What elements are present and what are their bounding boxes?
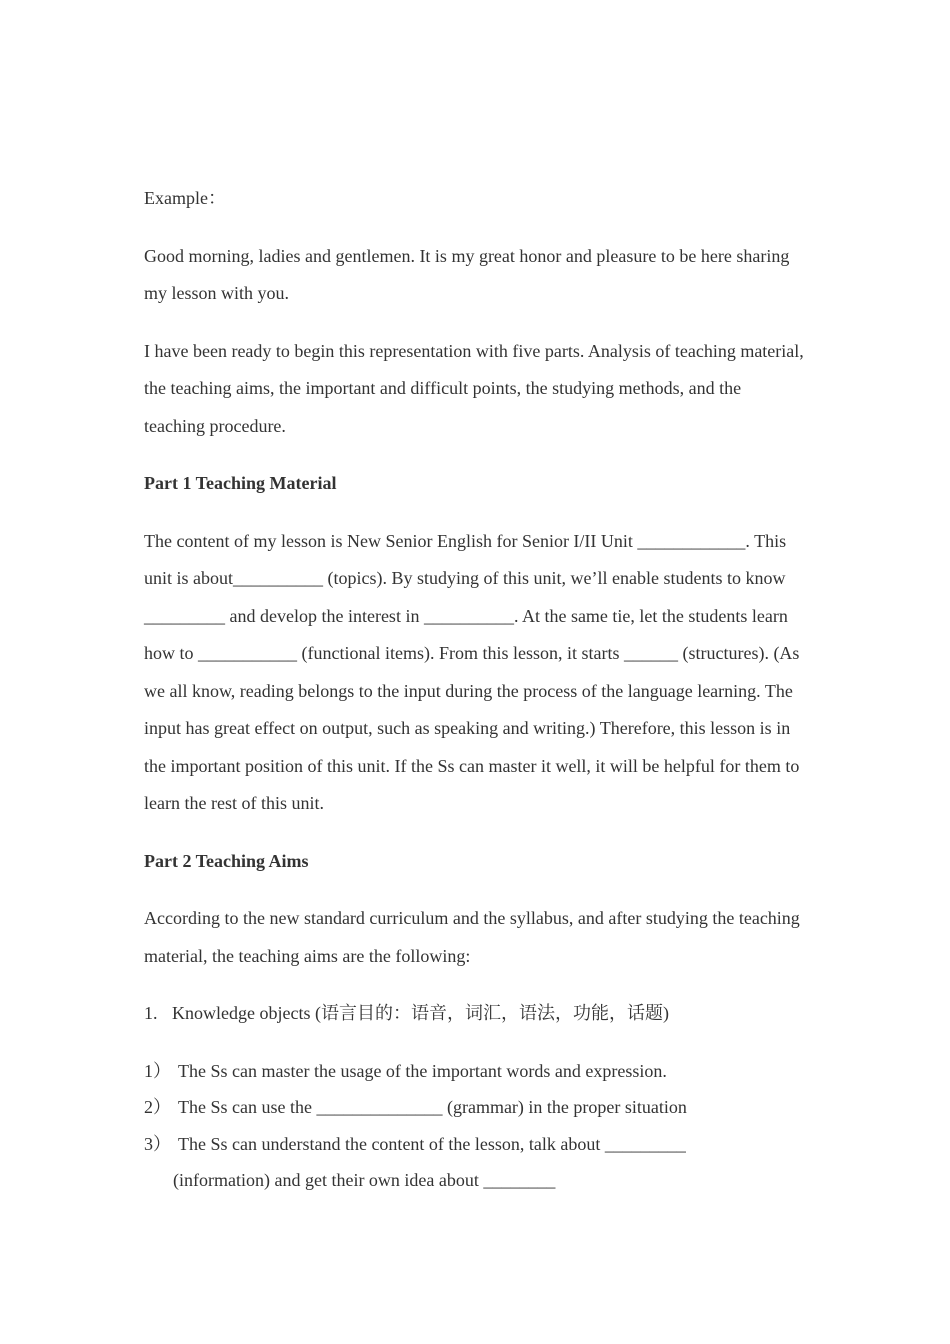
sub-list-text-block: [173, 1126, 804, 1199]
part1-paragraph: The content of my lesson is New Senior English for Senior I/II Unit ____________. This unit is about__________ (topics). By studying of this unit, we’ll enable students to know _________ and develop the interest in __________. At the same tie, let the students learn how to ___________ (functional items). From this lesson, it starts ______ (structures). (As we all know, reading belongs to the input during the process of the language learning. The input has great effect on output, such as speaking and writing.) Therefore, this lesson is in the important position of this unit. If the Ss can master it well, it will be helpful for them to learn the rest of this unit.: [144, 530, 800, 813]
sub-list-item: [144, 1053, 804, 1090]
part2-heading: Part 2 Teaching Aims: [144, 850, 309, 871]
sub-list-text: The Ss can understand the content of the lesson, talk about _________: [178, 1133, 686, 1154]
sub-list-marker: 2）: [144, 1097, 171, 1117]
sub-list-item: [144, 1089, 804, 1126]
example-label: Example：: [144, 188, 226, 208]
sub-list: [144, 1053, 804, 1199]
list-number: 1.: [144, 1003, 158, 1023]
part1-heading: Part 1 Teaching Material: [144, 473, 337, 493]
part2-paragraph: According to the new standard curriculum and the syllabus, and after studying the teaching material, the teaching aims are the following:: [144, 908, 800, 966]
sub-list-item: [144, 1126, 804, 1199]
knowledge-objects-item: [144, 995, 804, 1033]
sub-list-text-continuation: (information) and get their own idea about ________: [173, 1170, 556, 1190]
overview-paragraph: I have been ready to begin this representation with five parts. Analysis of teaching material, the teaching aims, the important and difficult points, the studying methods, and the teaching procedure.: [144, 340, 804, 436]
sub-list-text: The Ss can use the ______________ (grammar) in the proper situation: [178, 1097, 687, 1117]
sub-list-text: The Ss can master the usage of the important words and expression.: [178, 1060, 667, 1081]
intro-paragraph: Good morning, ladies and gentlemen. It is my great honor and pleasure to be here sharing my lesson with you.: [144, 245, 790, 303]
sub-list-marker: 3）: [144, 1133, 171, 1154]
sub-list-marker: 1）: [144, 1060, 171, 1081]
document-body: [144, 180, 804, 1199]
list-item-text: Knowledge objects (语言目的：语音，词汇，语法，功能，话题): [172, 1003, 669, 1023]
